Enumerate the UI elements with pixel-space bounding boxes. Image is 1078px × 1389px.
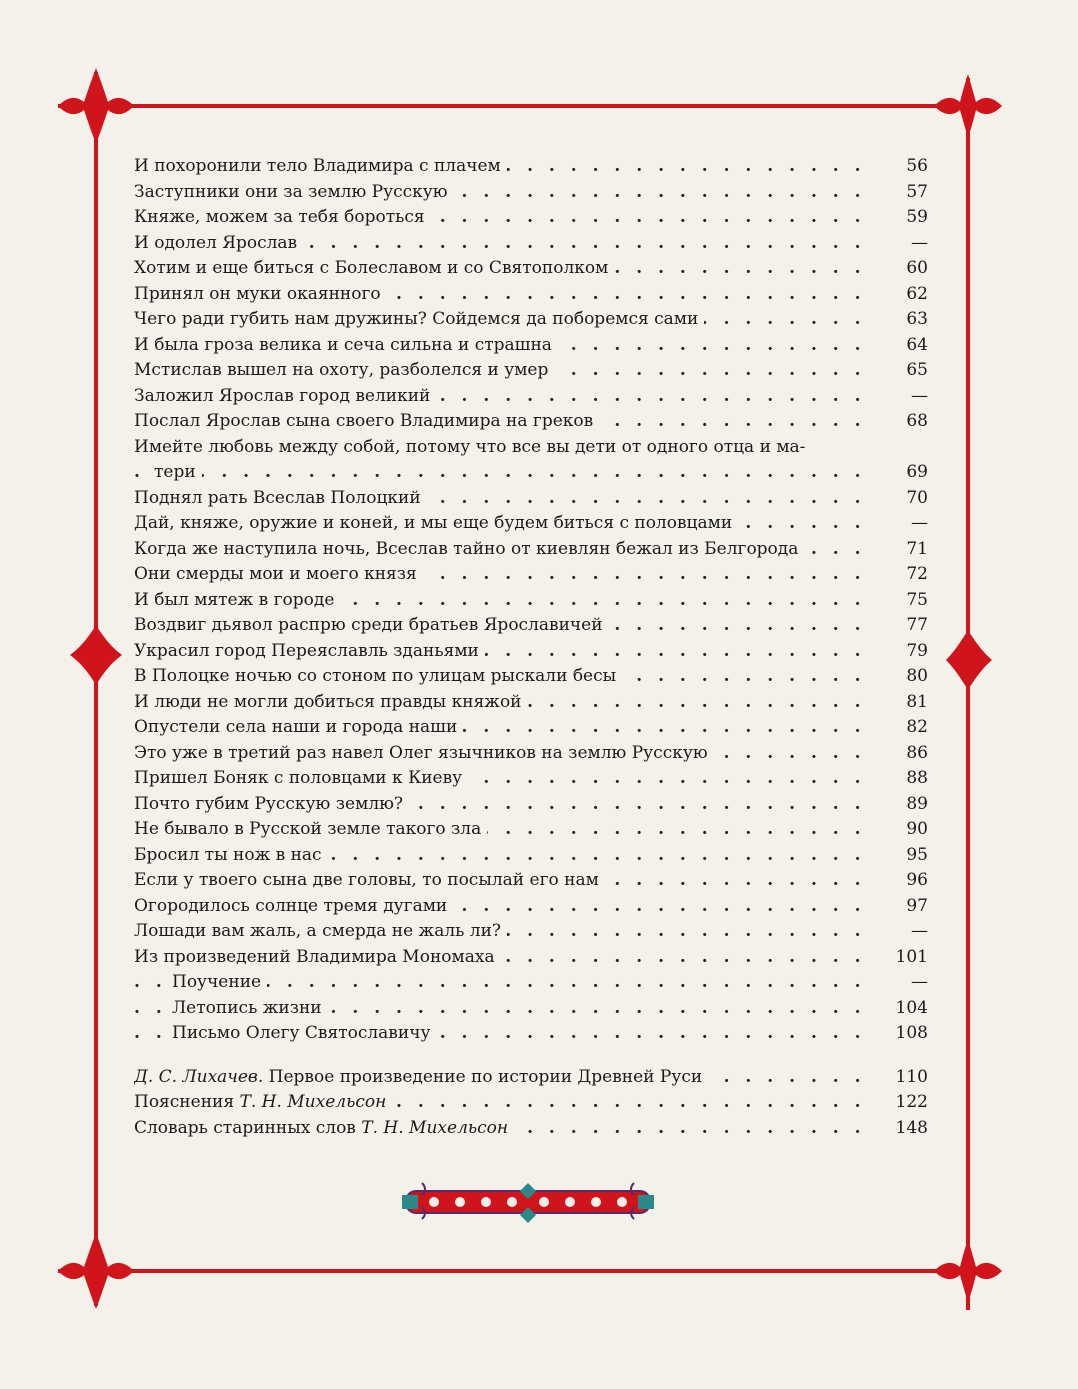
page-number: 65 bbox=[878, 358, 928, 384]
toc-entry[interactable]: Послал Ярослав сына своего Владимира на греков . . . 68 bbox=[134, 409, 928, 435]
table-of-contents bbox=[134, 154, 928, 1141]
toc-entry[interactable]: Пришел Боняк с половцами к Киеву . . . 88 bbox=[134, 766, 928, 792]
toc-entry[interactable]: Если у твоего сына две головы, то посылай его нам . . . 96 bbox=[134, 868, 928, 894]
page-number: — bbox=[878, 970, 928, 996]
page-number: 69 bbox=[878, 460, 928, 486]
page-number: 77 bbox=[878, 613, 928, 639]
page-number: 56 bbox=[878, 154, 928, 180]
toc-entry[interactable]: Принял он муки окаянного . . . 62 bbox=[134, 282, 928, 308]
page-number: 68 bbox=[878, 409, 928, 435]
toc-entry[interactable]: Опустели села наши и города наши . . . 82 bbox=[134, 715, 928, 741]
toc-entry[interactable]: И была гроза велика и сеча сильна и страшна . . . 64 bbox=[134, 333, 928, 359]
page-number: 62 bbox=[878, 282, 928, 308]
page-number: 89 bbox=[878, 792, 928, 818]
toc-entry-continued[interactable]: тери . . . 69 bbox=[134, 460, 928, 486]
page-number: 108 bbox=[878, 1021, 928, 1047]
page-number: 81 bbox=[878, 690, 928, 716]
page-number: 148 bbox=[878, 1116, 928, 1142]
page-number: 101 bbox=[878, 945, 928, 971]
toc-subentry[interactable]: Летопись жизни . . . 104 bbox=[134, 996, 928, 1022]
page-number: 57 bbox=[878, 180, 928, 206]
page-number: 122 bbox=[878, 1090, 928, 1116]
page-number: 88 bbox=[878, 766, 928, 792]
page-number: — bbox=[878, 231, 928, 257]
page-number: 60 bbox=[878, 256, 928, 282]
toc-entry[interactable]: И одолел Ярослав . . . — bbox=[134, 231, 928, 257]
page-number: 79 bbox=[878, 639, 928, 665]
toc-entry[interactable]: Мстислав вышел на охоту, разболелся и умер . . . 65 bbox=[134, 358, 928, 384]
toc-entry[interactable]: И похоронили тело Владимира с плачем . . . 56 bbox=[134, 154, 928, 180]
toc-entry[interactable]: Заступники они за землю Русскую . . . 57 bbox=[134, 180, 928, 206]
page-number: 64 bbox=[878, 333, 928, 359]
page-number: 96 bbox=[878, 868, 928, 894]
page-number: 70 bbox=[878, 486, 928, 512]
toc-subentry[interactable]: Поучение . . . — bbox=[134, 970, 928, 996]
toc-entry[interactable]: Лошади вам жаль, а смерда не жаль ли? . . . — bbox=[134, 919, 928, 945]
toc-entry[interactable]: Не бывало в Русской земле такого зла . . . 90 bbox=[134, 817, 928, 843]
toc-entry[interactable]: Когда же наступила ночь, Всеслав тайно от киевлян бежал из Белгорода . . . 71 bbox=[134, 537, 928, 563]
toc-entry[interactable]: Из произведений Владимира Мономаха . . . 101 bbox=[134, 945, 928, 971]
toc-appendix-entry[interactable]: Пояснения Т. Н. Михельсон . . . 122 bbox=[134, 1090, 928, 1116]
toc-entry[interactable]: И люди не могли добиться правды княжой . . . 81 bbox=[134, 690, 928, 716]
page-number: 90 bbox=[878, 817, 928, 843]
author-name: Т. Н. Михельсон bbox=[361, 1117, 509, 1138]
toc-entry[interactable]: Огородилось солнце тремя дугами . . . 97 bbox=[134, 894, 928, 920]
author-name: Т. Н. Михельсон bbox=[239, 1092, 387, 1112]
page-number: 97 bbox=[878, 894, 928, 920]
toc-entry[interactable]: Это уже в третий раз навел Олег язычников на землю Русскую . . . 86 bbox=[134, 741, 928, 767]
bottom-ornament-icon bbox=[400, 1177, 656, 1225]
page-number: 86 bbox=[878, 741, 928, 767]
toc-entry[interactable]: Заложил Ярослав город великий . . . — bbox=[134, 384, 928, 410]
page-number: 80 bbox=[878, 664, 928, 690]
page-number: 75 bbox=[878, 588, 928, 614]
page-number: 110 bbox=[878, 1065, 928, 1091]
toc-entry[interactable]: В Полоцке ночью со стоном по улицам рыскали бесы . . . 80 bbox=[134, 664, 928, 690]
page-number: 82 bbox=[878, 715, 928, 741]
toc-entry[interactable]: Поднял рать Всеслав Полоцкий . . . 70 bbox=[134, 486, 928, 512]
toc-appendix-entry[interactable]: Д. С. Лихачев. Первое произведение по истории Древней Руси . . . 110 bbox=[134, 1065, 928, 1091]
toc-entry[interactable]: Украсил город Переяславль зданьями . . . 79 bbox=[134, 639, 928, 665]
page-number: 71 bbox=[878, 537, 928, 563]
page-number: — bbox=[878, 919, 928, 945]
page-number: 59 bbox=[878, 205, 928, 231]
page-number: — bbox=[878, 511, 928, 537]
toc-entry[interactable]: Княже, можем за тебя бороться . . . 59 bbox=[134, 205, 928, 231]
page-number: 95 bbox=[878, 843, 928, 869]
toc-entry[interactable]: Почто губим Русскую землю? . . . 89 bbox=[134, 792, 928, 818]
toc-entry[interactable]: И был мятеж в городе . . . 75 bbox=[134, 588, 928, 614]
toc-entry[interactable]: Хотим и еще биться с Болеславом и со Святополком . . . 60 bbox=[134, 256, 928, 282]
page-number: 72 bbox=[878, 562, 928, 588]
toc-entry[interactable]: Дай, княже, оружие и коней, и мы еще будем биться с половцами . . . — bbox=[134, 511, 928, 537]
page-number: 63 bbox=[878, 307, 928, 333]
toc-entry[interactable]: Чего ради губить нам дружины? Сойдемся да поборемся сами . . . 63 bbox=[134, 307, 928, 333]
page-number: — bbox=[878, 384, 928, 410]
toc-entry[interactable]: Имейте любовь между собой, потому что все вы дети от одного отца и ма- bbox=[134, 435, 928, 461]
toc-entry[interactable]: Они смерды мои и моего князя . . . 72 bbox=[134, 562, 928, 588]
toc-appendix-entry[interactable]: Словарь старинных слов Т. Н. Михельсон . . . 148 bbox=[134, 1116, 928, 1142]
author-name: Д. С. Лихачев. bbox=[134, 1066, 264, 1087]
toc-subentry[interactable]: Письмо Олегу Святославичу . . . 108 bbox=[134, 1021, 928, 1047]
toc-entry[interactable]: Воздвиг дьявол распрю среди братьев Ярославичей . . . 77 bbox=[134, 613, 928, 639]
toc-entry[interactable]: Бросил ты нож в нас . . . 95 bbox=[134, 843, 928, 869]
page-number: 104 bbox=[878, 996, 928, 1022]
